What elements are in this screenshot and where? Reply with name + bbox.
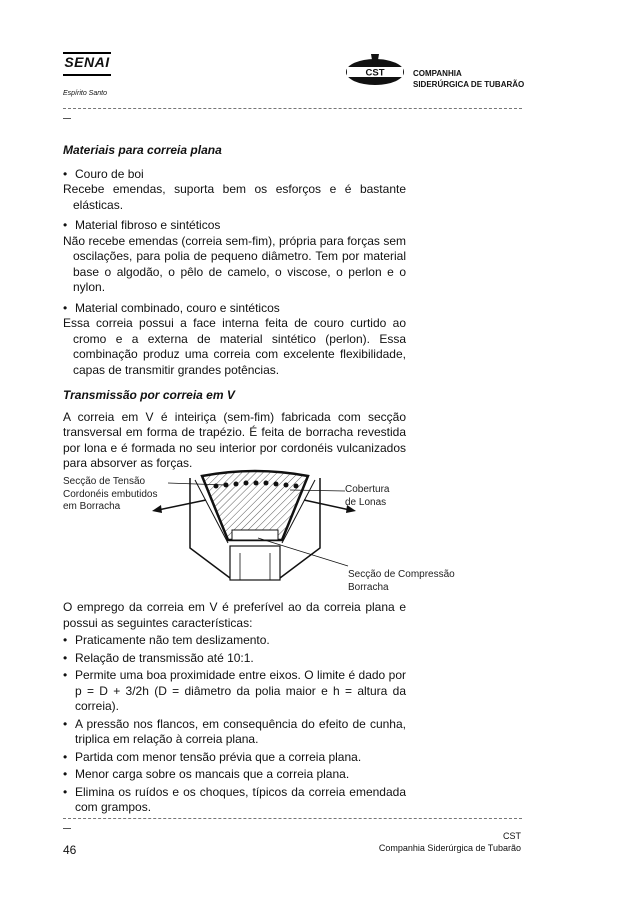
advantage-item: • Partida com menor tensão prévia que a correia plana. [63,750,406,766]
footer-organization [379,830,521,854]
material-bullet: • Material fibroso e sintéticos [63,218,406,234]
arrow-right [304,500,350,510]
label-line: Cobertura [345,484,390,495]
senai-subtitle: Espírito Santo [63,90,107,97]
company-line-1: COMPANHIA [413,69,462,78]
label-line: Cordonéis embutidos [63,488,158,500]
material-bullet: • Material combinado, couro e sintéticos [63,301,406,317]
page-number: 46 [63,843,77,857]
advantage-item: • Permite uma boa proximidade entre eixos. O limite é dado por p = D + 3/2h (D = diâmetro da polia maior e h = altura da correia). [63,668,406,715]
label-line: Borracha [348,581,389,593]
advantage-item: • A pressão nos flancos, em consequência do efeito de cunha, triplica em relação à correia plana. [63,717,406,748]
footer-org-full: Companhia Siderúrgica de Tubarão [378,843,521,853]
pulley-hub [230,546,280,580]
vbelt-intro: A correia em V é inteiriça (sem-fim) fabricada com secção transversal em forma de trapézio. É feita de borracha revestida por lona e é formada no seu interior por cordonéis vulcanizados para absorver as forças. [63,409,406,470]
label-line: em Borracha [63,501,121,512]
label-compression-section [348,569,455,594]
compression-section [232,530,278,540]
section-title: Materiais para correia plana [63,143,222,157]
material-description: Essa correia possui a face interna feita de couro curtido ao cromo e a externa de material sintético (perlon). Essa combinação produz uma correia com excelente flexibilidade, capas de transmitir grandes potências. [63,316,406,377]
footer-org-short: CST [503,831,521,841]
section-materials [63,143,406,378]
label-line: Secção de Compressão [348,569,455,580]
label-line: de Lonas [345,496,387,508]
label-tension-section [63,476,158,514]
cst-logo-icon [343,52,407,88]
advantages-intro: O emprego da correia em V é preferível ao da correia plana e possui as seguintes características: [63,600,406,630]
company-line-2: SIDERÚRGICA DE TUBARÃO [413,80,525,89]
material-description: Recebe emendas, suporta bem os esforços e é bastante elásticas. [63,182,406,212]
material-bullet: • Couro de boi [63,167,406,183]
material-description: Não recebe emendas (correia sem-fim), própria para forças sem oscilações, para polia de pequeno diâmetro. Tem por material base o algodão, o pêlo de camelo, o viscose, o perlon e o nylon. [63,233,406,294]
header-dash [63,118,71,119]
advantage-item: • Menor carga sobre os mancais que a correia plana. [63,767,406,783]
advantage-item: • Elimina os ruídos e os choques, típicos da correia emendada com grampos. [63,785,406,816]
section-advantages [63,600,406,816]
cst-logo-text: CST [365,67,385,79]
advantage-item: • Relação de transmissão até 10:1. [63,651,406,667]
company-name [413,68,524,90]
section-title: Transmissão por correia em V [63,388,235,402]
arrow-left [158,500,206,510]
vbelt-cross-section-diagram [150,458,360,583]
footer-dash [63,828,71,829]
senai-logo: SENAI [63,52,111,76]
label-line: Secção de Tensão [63,476,146,487]
header-rule [63,108,522,109]
footer-rule [63,818,522,819]
advantage-item: • Praticamente não tem deslizamento. [63,633,406,649]
